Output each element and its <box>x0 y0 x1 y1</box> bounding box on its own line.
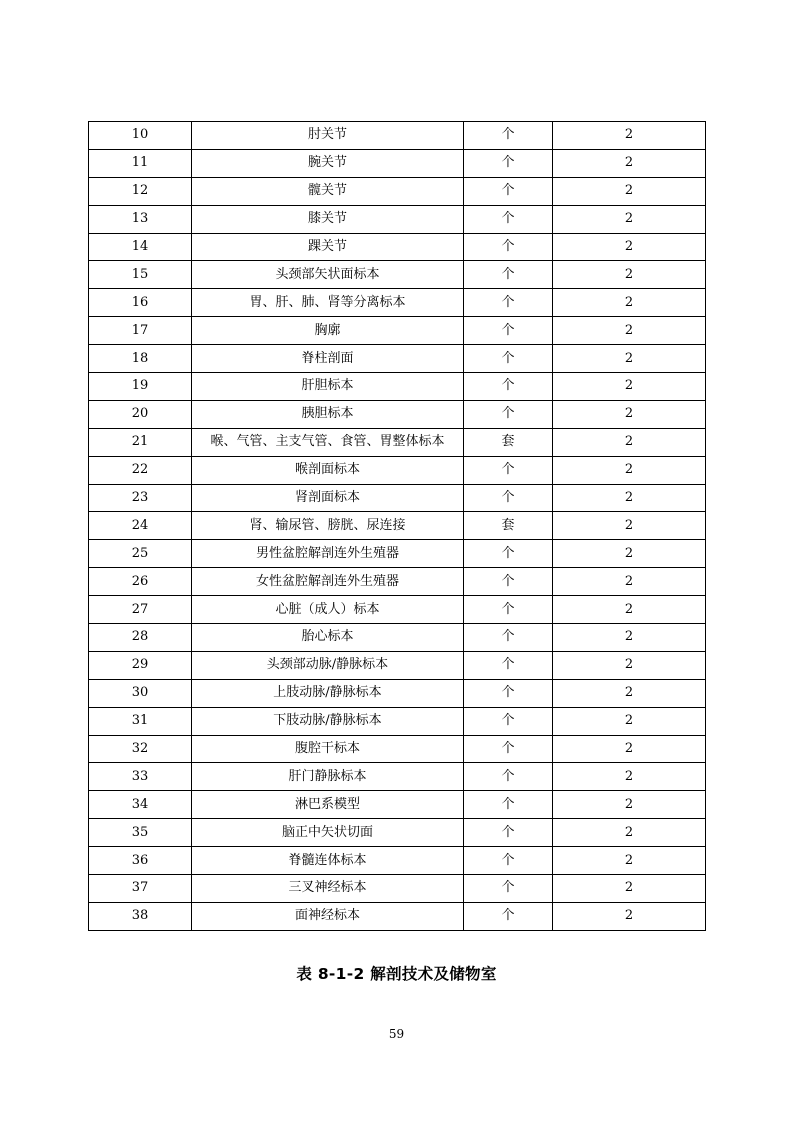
unit-cell: 个 <box>464 763 553 791</box>
row-number-cell: 14 <box>89 233 192 261</box>
table-row <box>89 735 706 763</box>
table-body <box>89 122 706 931</box>
item-name-cell: 三叉神经标本 <box>192 875 464 903</box>
equipment-table <box>88 121 706 931</box>
item-name-cell: 髋关节 <box>192 177 464 205</box>
quantity-cell: 2 <box>553 735 706 763</box>
quantity-cell: 2 <box>553 317 706 345</box>
item-name-cell: 踝关节 <box>192 233 464 261</box>
unit-cell: 个 <box>464 261 553 289</box>
quantity-cell: 2 <box>553 233 706 261</box>
quantity-cell: 2 <box>553 875 706 903</box>
unit-cell: 套 <box>464 512 553 540</box>
table-row <box>89 679 706 707</box>
quantity-cell: 2 <box>553 205 706 233</box>
quantity-cell: 2 <box>553 540 706 568</box>
quantity-cell: 2 <box>553 624 706 652</box>
item-name-cell: 淋巴系模型 <box>192 791 464 819</box>
unit-cell: 个 <box>464 317 553 345</box>
table-row <box>89 345 706 373</box>
table-row <box>89 512 706 540</box>
row-number-cell: 31 <box>89 707 192 735</box>
row-number-cell: 38 <box>89 902 192 930</box>
row-number-cell: 29 <box>89 651 192 679</box>
table-row <box>89 651 706 679</box>
table-row <box>89 373 706 401</box>
unit-cell: 个 <box>464 345 553 373</box>
unit-cell: 个 <box>464 149 553 177</box>
table-row <box>89 233 706 261</box>
unit-cell: 个 <box>464 707 553 735</box>
quantity-cell: 2 <box>553 512 706 540</box>
table-row <box>89 707 706 735</box>
row-number-cell: 16 <box>89 289 192 317</box>
item-name-cell: 上肢动脉/静脉标本 <box>192 679 464 707</box>
table-row <box>89 763 706 791</box>
quantity-cell: 2 <box>553 289 706 317</box>
item-name-cell: 头颈部矢状面标本 <box>192 261 464 289</box>
table-row <box>89 122 706 150</box>
quantity-cell: 2 <box>553 568 706 596</box>
row-number-cell: 22 <box>89 456 192 484</box>
quantity-cell: 2 <box>553 819 706 847</box>
quantity-cell: 2 <box>553 400 706 428</box>
item-name-cell: 胃、肝、肺、肾等分离标本 <box>192 289 464 317</box>
table-row <box>89 902 706 930</box>
quantity-cell: 2 <box>553 596 706 624</box>
row-number-cell: 32 <box>89 735 192 763</box>
row-number-cell: 19 <box>89 373 192 401</box>
table-row <box>89 624 706 652</box>
unit-cell: 个 <box>464 624 553 652</box>
table-row <box>89 875 706 903</box>
unit-cell: 个 <box>464 596 553 624</box>
item-name-cell: 喉、气管、主支气管、食管、胃整体标本 <box>192 428 464 456</box>
quantity-cell: 2 <box>553 345 706 373</box>
row-number-cell: 24 <box>89 512 192 540</box>
table-row <box>89 791 706 819</box>
table-row <box>89 484 706 512</box>
row-number-cell: 36 <box>89 847 192 875</box>
quantity-cell: 2 <box>553 651 706 679</box>
row-number-cell: 27 <box>89 596 192 624</box>
unit-cell: 个 <box>464 484 553 512</box>
row-number-cell: 11 <box>89 149 192 177</box>
table-row <box>89 847 706 875</box>
item-name-cell: 男性盆腔解剖连外生殖器 <box>192 540 464 568</box>
unit-cell: 个 <box>464 875 553 903</box>
quantity-cell: 2 <box>553 847 706 875</box>
table-row <box>89 261 706 289</box>
unit-cell: 个 <box>464 456 553 484</box>
quantity-cell: 2 <box>553 261 706 289</box>
table-row <box>89 149 706 177</box>
table-row <box>89 428 706 456</box>
row-number-cell: 37 <box>89 875 192 903</box>
item-name-cell: 肝门静脉标本 <box>192 763 464 791</box>
table-row <box>89 456 706 484</box>
unit-cell: 个 <box>464 122 553 150</box>
unit-cell: 个 <box>464 679 553 707</box>
quantity-cell: 2 <box>553 791 706 819</box>
item-name-cell: 喉剖面标本 <box>192 456 464 484</box>
row-number-cell: 21 <box>89 428 192 456</box>
item-name-cell: 腹腔干标本 <box>192 735 464 763</box>
table-row <box>89 177 706 205</box>
item-name-cell: 胸廓 <box>192 317 464 345</box>
item-name-cell: 肾、输尿管、膀胱、尿连接 <box>192 512 464 540</box>
item-name-cell: 头颈部动脉/静脉标本 <box>192 651 464 679</box>
item-name-cell: 女性盆腔解剖连外生殖器 <box>192 568 464 596</box>
row-number-cell: 13 <box>89 205 192 233</box>
row-number-cell: 25 <box>89 540 192 568</box>
row-number-cell: 28 <box>89 624 192 652</box>
row-number-cell: 23 <box>89 484 192 512</box>
unit-cell: 个 <box>464 847 553 875</box>
item-name-cell: 下肢动脉/静脉标本 <box>192 707 464 735</box>
unit-cell: 个 <box>464 400 553 428</box>
item-name-cell: 脑正中矢状切面 <box>192 819 464 847</box>
item-name-cell: 肝胆标本 <box>192 373 464 401</box>
item-name-cell: 膝关节 <box>192 205 464 233</box>
quantity-cell: 2 <box>553 122 706 150</box>
unit-cell: 个 <box>464 205 553 233</box>
unit-cell: 个 <box>464 791 553 819</box>
unit-cell: 个 <box>464 651 553 679</box>
table-caption: 表 8-1-2 解剖技术及储物室 <box>296 965 497 983</box>
item-name-cell: 心脏（成人）标本 <box>192 596 464 624</box>
item-name-cell: 胎心标本 <box>192 624 464 652</box>
table-row <box>89 400 706 428</box>
page-number: 59 <box>388 1027 405 1041</box>
item-name-cell: 脊髓连体标本 <box>192 847 464 875</box>
quantity-cell: 2 <box>553 902 706 930</box>
item-name-cell: 面神经标本 <box>192 902 464 930</box>
item-name-cell: 腕关节 <box>192 149 464 177</box>
table-row <box>89 596 706 624</box>
unit-cell: 个 <box>464 902 553 930</box>
quantity-cell: 2 <box>553 456 706 484</box>
row-number-cell: 17 <box>89 317 192 345</box>
unit-cell: 个 <box>464 233 553 261</box>
item-name-cell: 脊柱剖面 <box>192 345 464 373</box>
item-name-cell: 胰胆标本 <box>192 400 464 428</box>
unit-cell: 个 <box>464 177 553 205</box>
table-row <box>89 317 706 345</box>
table-row <box>89 568 706 596</box>
unit-cell: 套 <box>464 428 553 456</box>
unit-cell: 个 <box>464 735 553 763</box>
item-name-cell: 肾剖面标本 <box>192 484 464 512</box>
unit-cell: 个 <box>464 568 553 596</box>
row-number-cell: 26 <box>89 568 192 596</box>
row-number-cell: 15 <box>89 261 192 289</box>
unit-cell: 个 <box>464 540 553 568</box>
quantity-cell: 2 <box>553 428 706 456</box>
row-number-cell: 12 <box>89 177 192 205</box>
quantity-cell: 2 <box>553 177 706 205</box>
quantity-cell: 2 <box>553 484 706 512</box>
table-row <box>89 205 706 233</box>
quantity-cell: 2 <box>553 149 706 177</box>
item-name-cell: 肘关节 <box>192 122 464 150</box>
quantity-cell: 2 <box>553 679 706 707</box>
row-number-cell: 35 <box>89 819 192 847</box>
table-row <box>89 540 706 568</box>
row-number-cell: 10 <box>89 122 192 150</box>
quantity-cell: 2 <box>553 707 706 735</box>
unit-cell: 个 <box>464 819 553 847</box>
unit-cell: 个 <box>464 289 553 317</box>
table-row <box>89 819 706 847</box>
quantity-cell: 2 <box>553 373 706 401</box>
row-number-cell: 34 <box>89 791 192 819</box>
row-number-cell: 18 <box>89 345 192 373</box>
row-number-cell: 20 <box>89 400 192 428</box>
quantity-cell: 2 <box>553 763 706 791</box>
row-number-cell: 30 <box>89 679 192 707</box>
unit-cell: 个 <box>464 373 553 401</box>
table-row <box>89 289 706 317</box>
row-number-cell: 33 <box>89 763 192 791</box>
